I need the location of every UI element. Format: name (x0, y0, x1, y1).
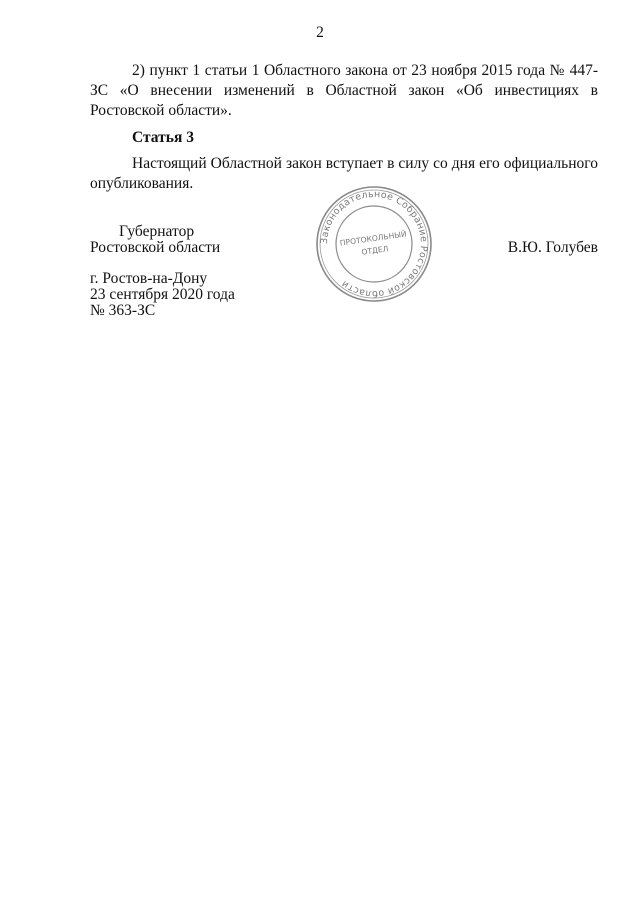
signatory-title-line-1: Губернатор (119, 223, 195, 240)
seal-outer-ring (317, 187, 431, 301)
seal-ring-text: Законодательное Собрание Ростовской области (318, 188, 430, 300)
signatory-name: В.Ю. Голубев (507, 239, 598, 256)
official-seal-stamp (313, 183, 435, 305)
article-heading: Статья 3 (132, 129, 194, 146)
place-date-number-block (90, 271, 235, 319)
city-line: г. Ростов-на-Дону (90, 270, 208, 287)
date-line: 23 сентября 2020 года (90, 286, 235, 303)
amendment-paragraph: 2) пункт 1 статьи 1 Областного закона от 23 ноября 2015 года № 447-ЗС «О внесении изменений в Областной закон «Об инвестициях в Ростовской области». (90, 62, 598, 119)
signatory-title-line-2: Ростовской области (90, 239, 221, 256)
seal-center-text-2: ОТДЕЛ (360, 244, 389, 257)
law-number-line: № 363-ЗС (90, 302, 156, 319)
seal-center-text-1: ПРОТОКОЛЬНЫЙ (339, 229, 408, 248)
effective-date-paragraph: Настоящий Областной закон вступает в силу со дня его официального опубликования. (90, 155, 598, 192)
page-number: 2 (316, 24, 324, 41)
